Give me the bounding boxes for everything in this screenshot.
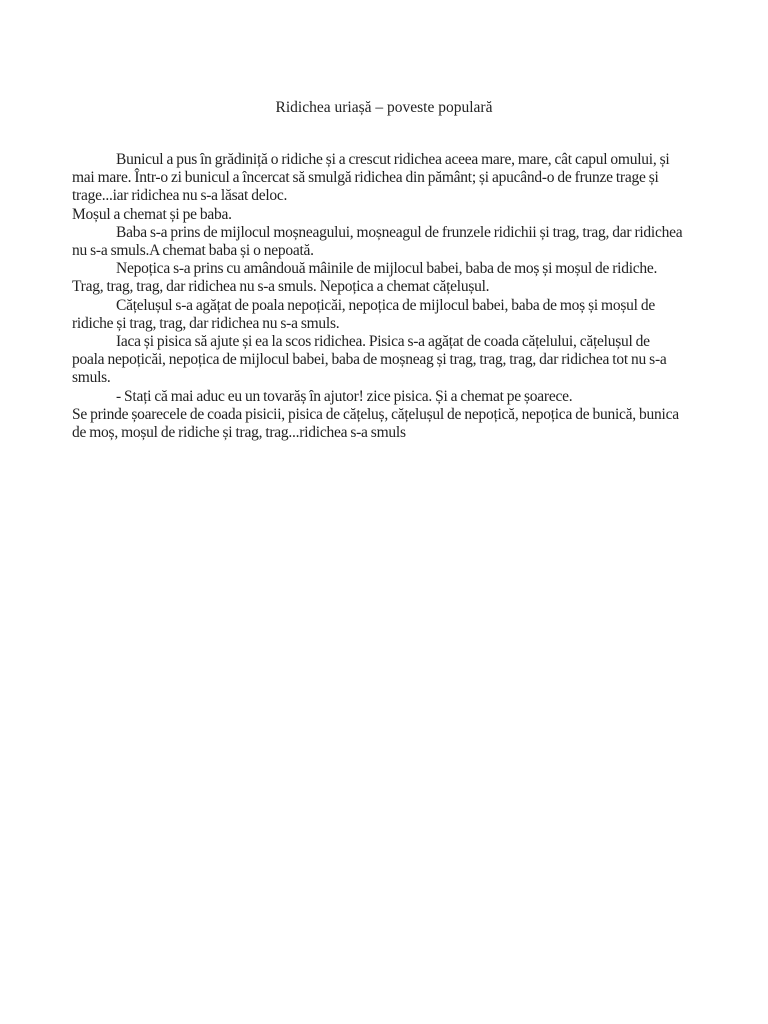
paragraph-1-line-1: Bunicul a pus în grădiniță o ridiche și a crescut ridichea aceea mare, mare, cât capul omului, și — [116, 151, 670, 168]
paragraph-3-line-1: Baba s-a prins de mijlocul moșneagului, moșneagul de frunzele ridichii și trag, trag, dar ridichea — [116, 223, 683, 241]
paragraph-8-line-1: Se prinde șoarecele de coada pisicii, pisica de cățeluș, cățelușul de nepoțică, nepoțica de bunică, bunica — [72, 405, 679, 423]
paragraph-5-line-2: ridiche și trag, trag, dar ridichea nu s-a smuls. — [72, 314, 340, 332]
paragraph-4-line-2: Trag, trag, trag, dar ridichea nu s-a smuls. Nepoțica a chemat cățelușul. — [72, 278, 490, 296]
paragraph-6-line-1: Iaca și pisica să ajute și ea la scos ridichea. Pisica s-a agățat de coada cățelului, cățelușul de — [116, 333, 650, 351]
paragraph-2-line-1: Moșul a chemat și pe baba. — [72, 205, 232, 223]
paragraph-1-line-3: trage...iar ridichea nu s-a lăsat deloc. — [72, 187, 288, 205]
paragraph-1-line-2: mai mare. Într-o zi bunicul a încercat să smulgă ridichea din pământ; și apucând-o de frunze trage și — [72, 169, 659, 187]
paragraph-7-line-1: - Stați că mai aduc eu un tovarăș în ajutor! zice pisica. Și a chemat pe șoarece. — [116, 387, 573, 405]
paragraph-4-line-1: Nepoțica s-a prins cu amândouă mâinile de mijlocul babei, baba de moș și moșul de ridiche. — [116, 260, 658, 278]
paragraph-3-line-2: nu s-a smuls.A chemat baba și o nepoată. — [72, 242, 314, 260]
paragraph-6-line-3: smuls. — [72, 369, 111, 387]
page-title: Ridichea uriașă – poveste populară — [275, 99, 493, 116]
paragraph-6-line-2: poala nepoțicăi, nepoțica de mijlocul babei, baba de moșneag și trag, trag, trag, dar ridichea tot nu s-a — [72, 351, 667, 369]
story-body — [72, 151, 712, 442]
paragraph-5-line-1: Cățelușul s-a agățat de poala nepoțicăi, nepoțica de mijlocul babei, baba de moș și moșul de — [116, 296, 655, 314]
paragraph-8-line-2: de moș, moșul de ridiche și trag, trag...ridichea s-a smuls — [72, 424, 406, 442]
